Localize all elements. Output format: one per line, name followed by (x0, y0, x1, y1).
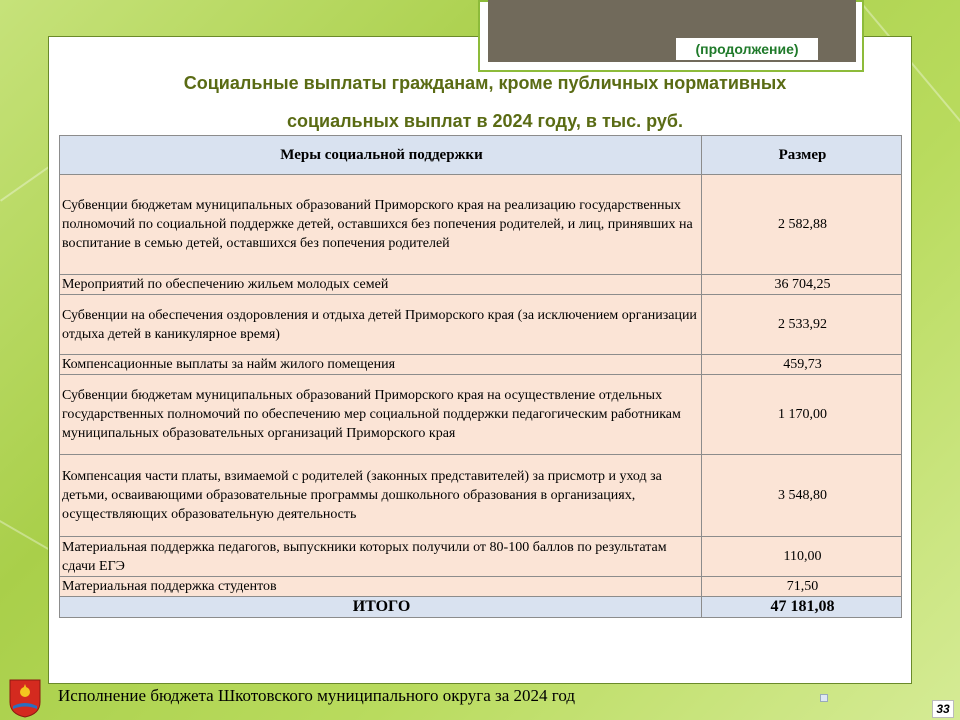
title-line-1: Социальные выплаты гражданам, кроме публичных нормативных (183, 73, 787, 93)
row-value: 1 170,00 (702, 375, 902, 455)
total-label: ИТОГО (60, 597, 702, 618)
table-header-row (60, 136, 902, 175)
row-value: 36 704,25 (702, 275, 902, 295)
row-name: Субвенции бюджетам муниципальных образований Приморского края на осуществление отдельных государственных полномочий по обеспечению мер социальной поддержки педагогическим работникам муниципальных образовательных организаций Приморского края (60, 375, 702, 455)
row-value: 110,00 (702, 537, 902, 577)
table-row (60, 537, 902, 577)
row-name: Компенсационные выплаты за найм жилого помещения (60, 355, 702, 375)
table-row (60, 355, 902, 375)
row-value: 3 548,80 (702, 455, 902, 537)
column-header-measures: Меры социальной поддержки (60, 136, 702, 175)
row-value: 71,50 (702, 577, 902, 597)
table-row (60, 577, 902, 597)
row-value: 2 582,88 (702, 175, 902, 275)
table-total-row (60, 597, 902, 618)
row-name: Мероприятий по обеспечению жильем молодых семей (60, 275, 702, 295)
coat-of-arms-icon (8, 678, 42, 718)
table-row (60, 275, 902, 295)
table-row (60, 175, 902, 275)
slide-nav-icon[interactable] (820, 694, 828, 702)
row-name: Компенсация части платы, взимаемой с родителей (законных представителей) за присмотр и уход за детьми, осваивающими образовательные программы дошкольного образования в организациях, осуществляющих образовательную деятельность (60, 455, 702, 537)
row-name: Субвенции бюджетам муниципальных образований Приморского края на реализацию государственных полномочий по социальной поддержке детей, оставшихся без попечения родителей, и лиц, принявших на воспитание в семью детей, оставшихся без попечения родителей (60, 175, 702, 275)
page-number: 33 (932, 700, 954, 718)
row-value: 459,73 (702, 355, 902, 375)
table-row (60, 375, 902, 455)
title-line-2: социальных выплат в 2024 году, в тыс. руб. (286, 111, 684, 131)
table-row (60, 295, 902, 355)
continuation-label: (продолжение) (676, 38, 818, 60)
row-value: 2 533,92 (702, 295, 902, 355)
page-title (100, 64, 870, 140)
footer-caption: Исполнение бюджета Шкотовского муниципального округа за 2024 год (58, 686, 575, 705)
row-name: Материальная поддержка студентов (60, 577, 702, 597)
column-header-amount: Размер (702, 136, 902, 175)
row-name: Субвенции на обеспечения оздоровления и отдыха детей Приморского края (за исключением организации отдыха детей в каникулярное время) (60, 295, 702, 355)
social-payments-table (59, 135, 902, 618)
row-name: Материальная поддержка педагогов, выпускники которых получили от 80-100 баллов по результатам сдачи ЕГЭ (60, 537, 702, 577)
table-row (60, 455, 902, 537)
total-value: 47 181,08 (702, 597, 902, 618)
